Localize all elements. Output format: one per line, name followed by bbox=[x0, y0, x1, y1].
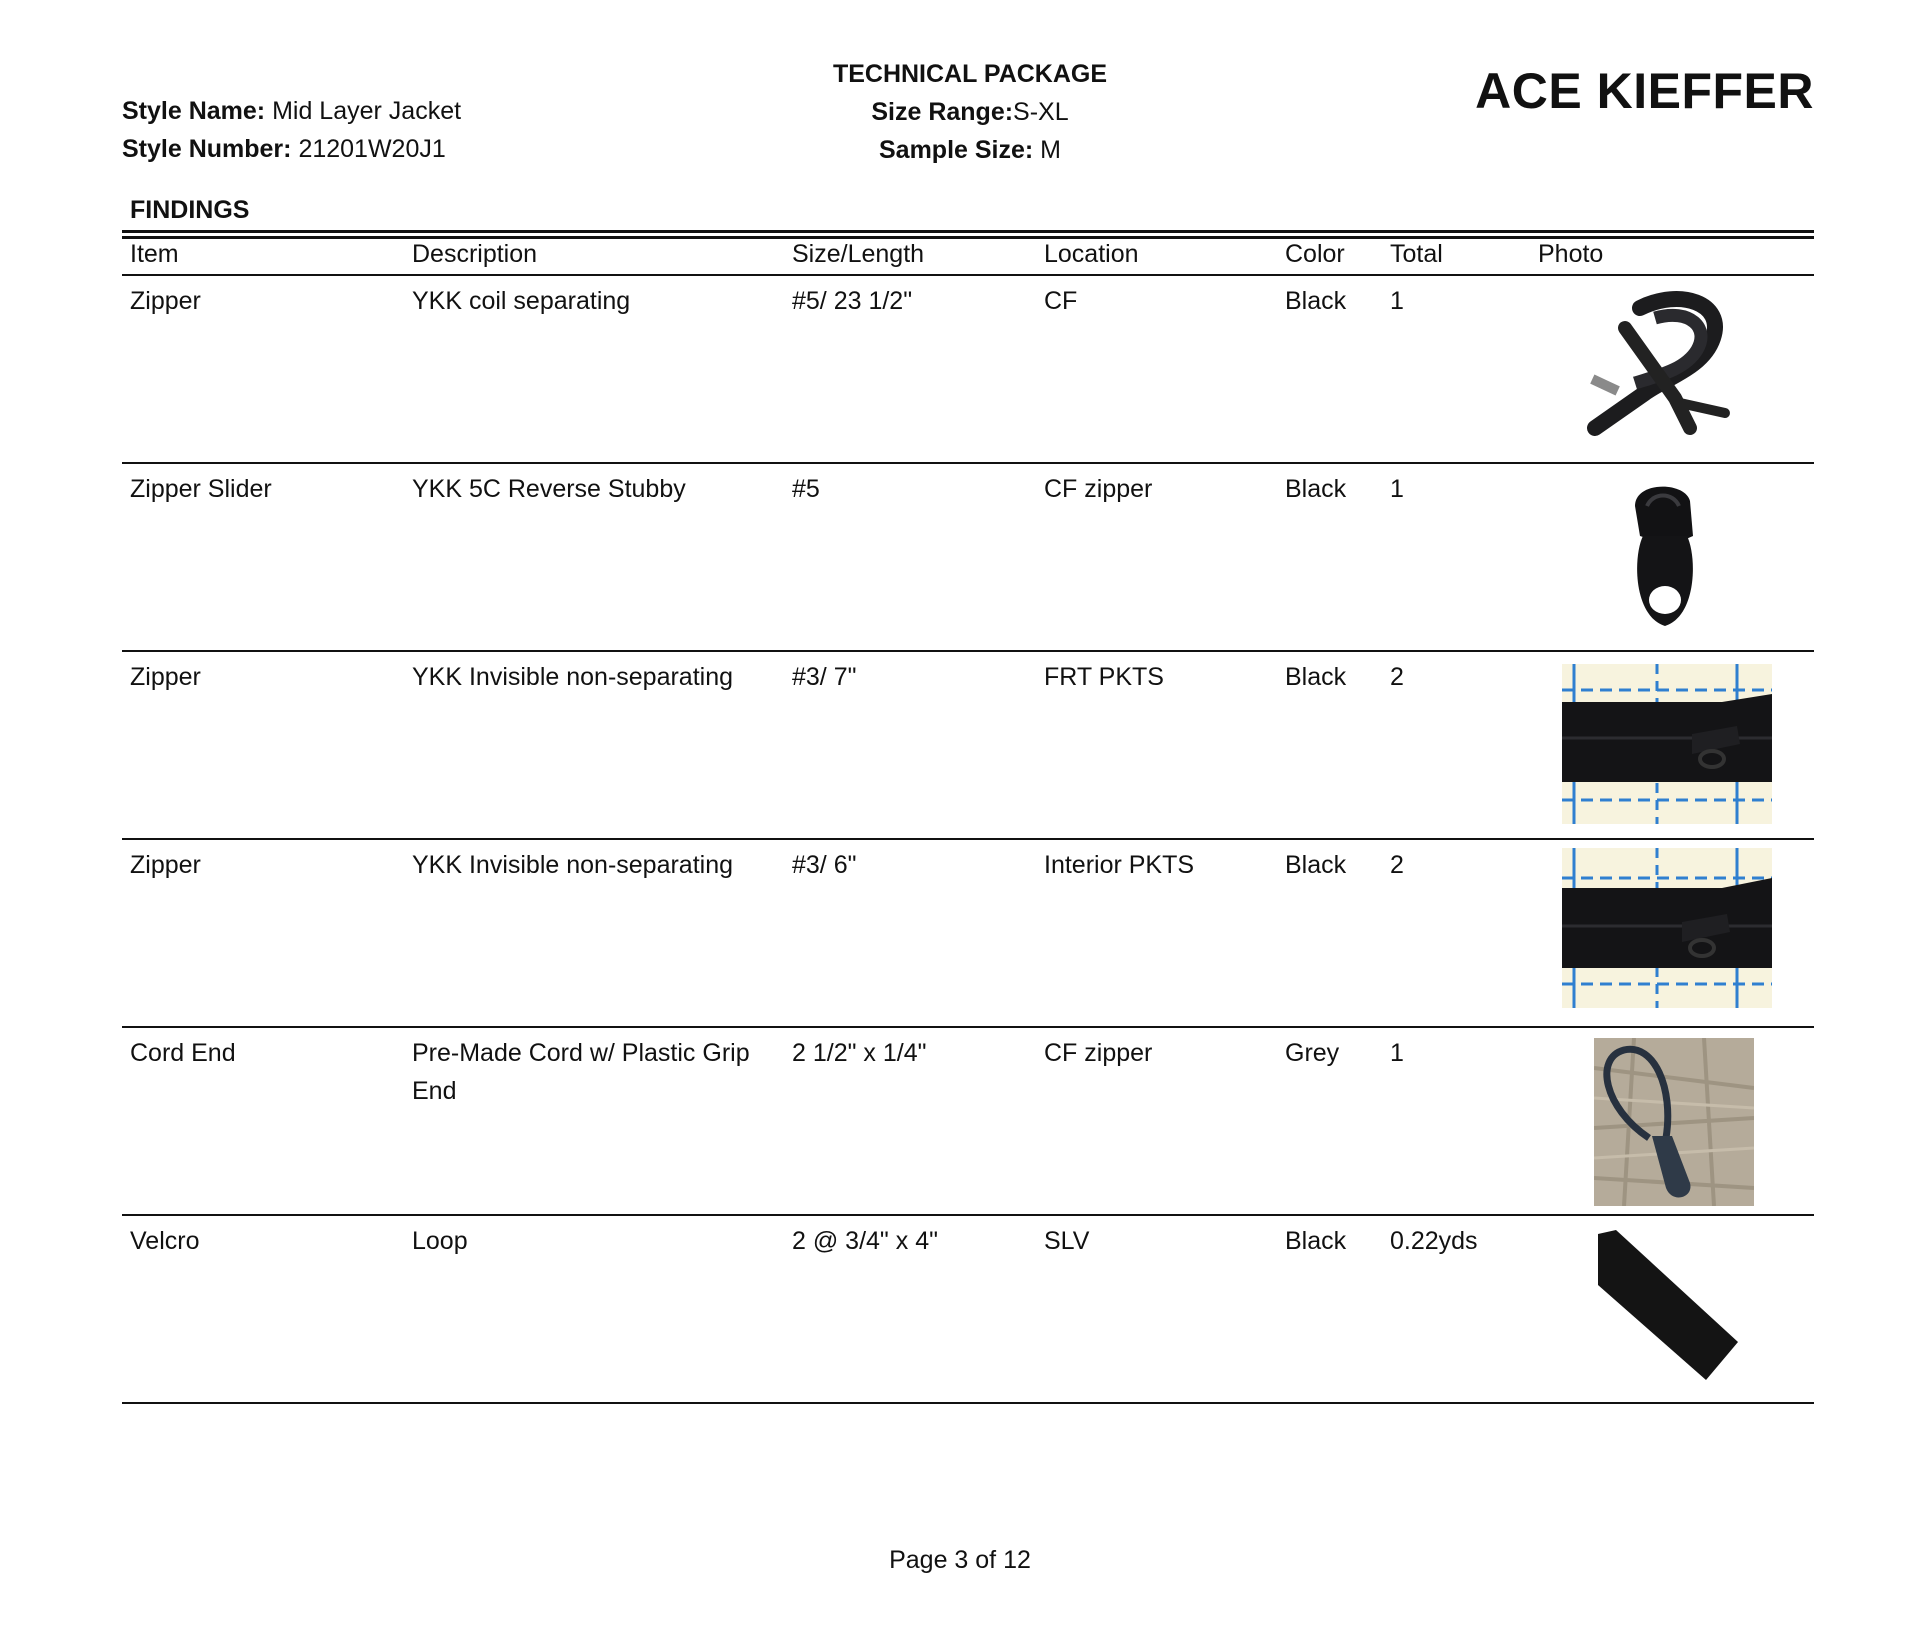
description-cell: Loop bbox=[412, 1227, 468, 1255]
table-row bbox=[0, 652, 1920, 840]
size-cell: #5/ 23 1/2" bbox=[792, 287, 913, 315]
total-cell: 0.22yds bbox=[1390, 1227, 1478, 1255]
location-cell: Interior PKTS bbox=[1044, 851, 1195, 879]
size-cell: 2 1/2" x 1/4" bbox=[792, 1039, 927, 1067]
location-cell: FRT PKTS bbox=[1044, 663, 1164, 691]
coiled-zipper-icon bbox=[1585, 288, 1735, 440]
zipper-slider-icon bbox=[1625, 476, 1705, 634]
divider bbox=[122, 230, 1814, 233]
total-cell: 2 bbox=[1390, 663, 1404, 691]
total-cell: 1 bbox=[1390, 287, 1404, 315]
table-row bbox=[0, 464, 1920, 652]
description-cell: YKK Invisible non-separating bbox=[412, 851, 734, 879]
page-number: Page 3 of 12 bbox=[889, 1546, 1031, 1574]
description-cell: Pre-Made Cord w/ Plastic Grip End bbox=[412, 1039, 750, 1105]
description-cell: YKK Invisible non-separating bbox=[412, 663, 734, 691]
table-row bbox=[0, 1216, 1920, 1404]
item-cell: Zipper bbox=[130, 663, 201, 691]
size-cell: #5 bbox=[792, 475, 820, 503]
color-cell: Black bbox=[1285, 475, 1347, 503]
location-cell: CF zipper bbox=[1044, 475, 1153, 503]
description-cell: YKK 5C Reverse Stubby bbox=[412, 475, 686, 503]
style-number: Style Number: 21201W20J1 bbox=[122, 135, 446, 163]
item-cell: Zipper bbox=[130, 851, 201, 879]
package-title: TECHNICAL PACKAGE bbox=[832, 60, 1108, 88]
total-cell: 1 bbox=[1390, 475, 1404, 503]
column-header: Size/Length bbox=[792, 240, 925, 268]
style-info bbox=[122, 92, 461, 168]
section-title: FINDINGS bbox=[130, 196, 250, 224]
row-divider bbox=[122, 1402, 1814, 1404]
item-cell: Cord End bbox=[130, 1039, 236, 1067]
item-cell: Zipper Slider bbox=[130, 475, 272, 503]
color-cell: Black bbox=[1285, 1227, 1347, 1255]
location-cell: SLV bbox=[1044, 1227, 1090, 1255]
table-row bbox=[0, 1028, 1920, 1216]
size-range: Size Range:S-XL bbox=[871, 98, 1069, 126]
location-cell: CF zipper bbox=[1044, 1039, 1153, 1067]
style-name: Style Name: Mid Layer Jacket bbox=[122, 97, 462, 125]
color-cell: Grey bbox=[1285, 1039, 1340, 1067]
column-header: Total bbox=[1390, 240, 1443, 268]
table-row bbox=[0, 840, 1920, 1028]
invisible-zipper-icon bbox=[1562, 664, 1772, 824]
item-cell: Zipper bbox=[130, 287, 201, 315]
velcro-strip-icon bbox=[1596, 1230, 1746, 1390]
color-cell: Black bbox=[1285, 287, 1347, 315]
column-header: Description bbox=[412, 240, 538, 268]
column-header: Photo bbox=[1538, 240, 1604, 268]
column-header: Item bbox=[130, 240, 179, 268]
invisible-zipper-icon bbox=[1562, 848, 1772, 1008]
color-cell: Black bbox=[1285, 663, 1347, 691]
table-header bbox=[0, 240, 1920, 274]
description-cell: YKK coil separating bbox=[412, 287, 631, 315]
size-cell: #3/ 6" bbox=[792, 851, 857, 879]
total-cell: 1 bbox=[1390, 1039, 1404, 1067]
package-info bbox=[760, 55, 1180, 169]
location-cell: CF bbox=[1044, 287, 1078, 315]
brand-logo: ACE KIEFFER bbox=[1475, 63, 1814, 119]
total-cell: 2 bbox=[1390, 851, 1404, 879]
sample-size: Sample Size: M bbox=[878, 136, 1061, 164]
cord-pull-icon bbox=[1594, 1038, 1754, 1206]
divider bbox=[122, 236, 1814, 239]
color-cell: Black bbox=[1285, 851, 1347, 879]
column-header: Color bbox=[1285, 240, 1345, 268]
item-cell: Velcro bbox=[130, 1227, 200, 1255]
column-header: Location bbox=[1044, 240, 1139, 268]
size-cell: #3/ 7" bbox=[792, 663, 857, 691]
table-row bbox=[0, 276, 1920, 464]
size-cell: 2 @ 3/4" x 4" bbox=[792, 1227, 938, 1255]
